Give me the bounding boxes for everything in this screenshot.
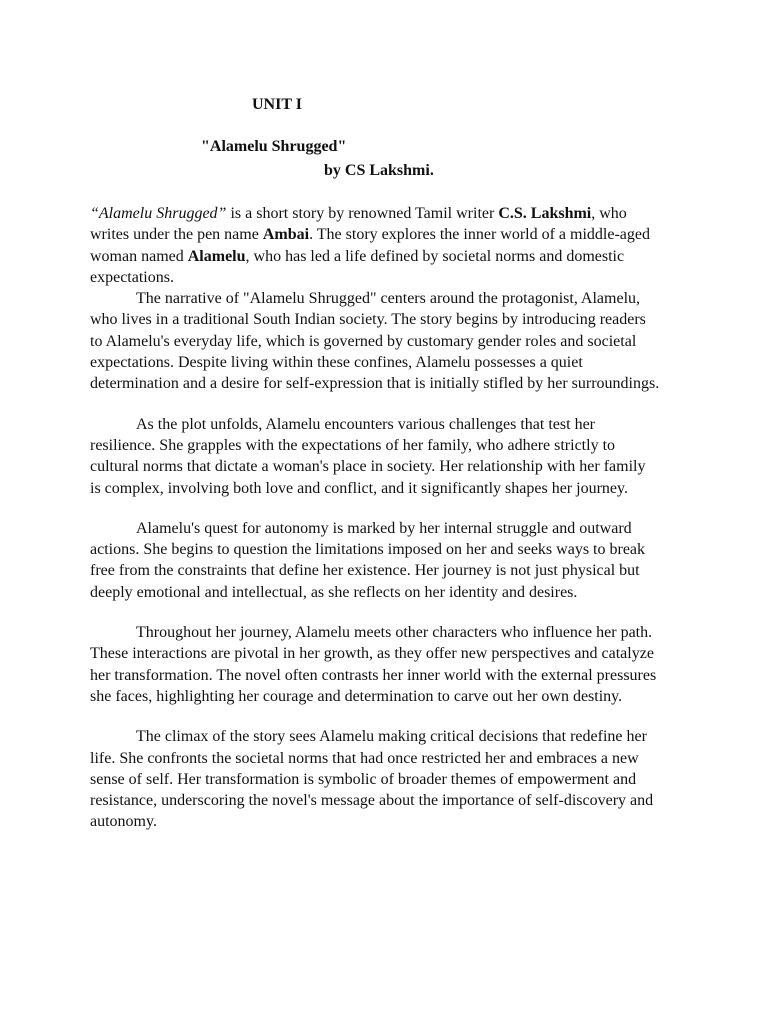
intro-text-1: is a short story by renowned Tamil writer xyxy=(226,205,499,222)
body-paragraph: As the plot unfolds, Alamelu encounters various challenges that test her resilience. She grapples with the expectations of her family, who adhere strictly to cultural norms that dictate a woman's place in society. Her relationship with her family is complex, involving both love and conflict, and it significantly shapes her journey. xyxy=(90,415,646,497)
body-paragraph: Throughout her journey, Alamelu meets other characters who influence her path. These interactions are pivotal in her growth, as they offer new perspectives and catalyze her transformation. The novel often contrasts her inner world with the external pressures she faces, highlighting her courage and determination to carve out her own destiny. xyxy=(90,624,657,705)
intro-penname-bold: Ambai xyxy=(262,226,310,244)
story-byline: by CS Lakshmi. xyxy=(324,162,434,179)
intro-paragraph xyxy=(90,203,660,288)
intro-protagonist-bold: Alamelu xyxy=(187,247,246,265)
intro-text-2: , who writes under the pen name xyxy=(90,205,627,244)
intro-text-4: , who has led a life defined by societal norms and domestic expectations. xyxy=(90,247,625,286)
intro-author-bold: C.S. Lakshmi xyxy=(498,205,592,222)
unit-heading: UNIT I xyxy=(252,96,302,113)
story-title: "Alamelu Shrugged" xyxy=(201,138,347,155)
intro-title-italic: “Alamelu Shrugged” xyxy=(90,205,227,222)
body-paragraph: Alamelu's quest for autonomy is marked by her internal struggle and outward actions. She begins to question the limitations imposed on her and seeks ways to break free from the constraints that define her existence. Her journey is not just physical but deeply emotional and intellectual, as she reflects on her identity and desires. xyxy=(90,519,646,601)
intro-text-3: . The story explores the inner world of a middle-aged woman named xyxy=(90,226,650,265)
body-paragraph: The narrative of "Alamelu Shrugged" centers around the protagonist, Alamelu, who lives in a traditional South Indian society. The story begins by introducing readers to Alamelu's everyday life, which is governed by customary gender roles and societal expectations. Despite living within these confines, Alamelu possesses a quiet determination and a desire for self-expression that is initially stifled by her surroundings. xyxy=(90,290,660,393)
document-body xyxy=(90,203,660,833)
body-paragraph: The climax of the story sees Alamelu making critical decisions that redefine her life. She confronts the societal norms that had once restricted her and embraces a new sense of self. Her transformation is symbolic of broader themes of empowerment and resistance, underscoring the novel's message about the importance of self-discovery and autonomy. xyxy=(90,728,654,831)
